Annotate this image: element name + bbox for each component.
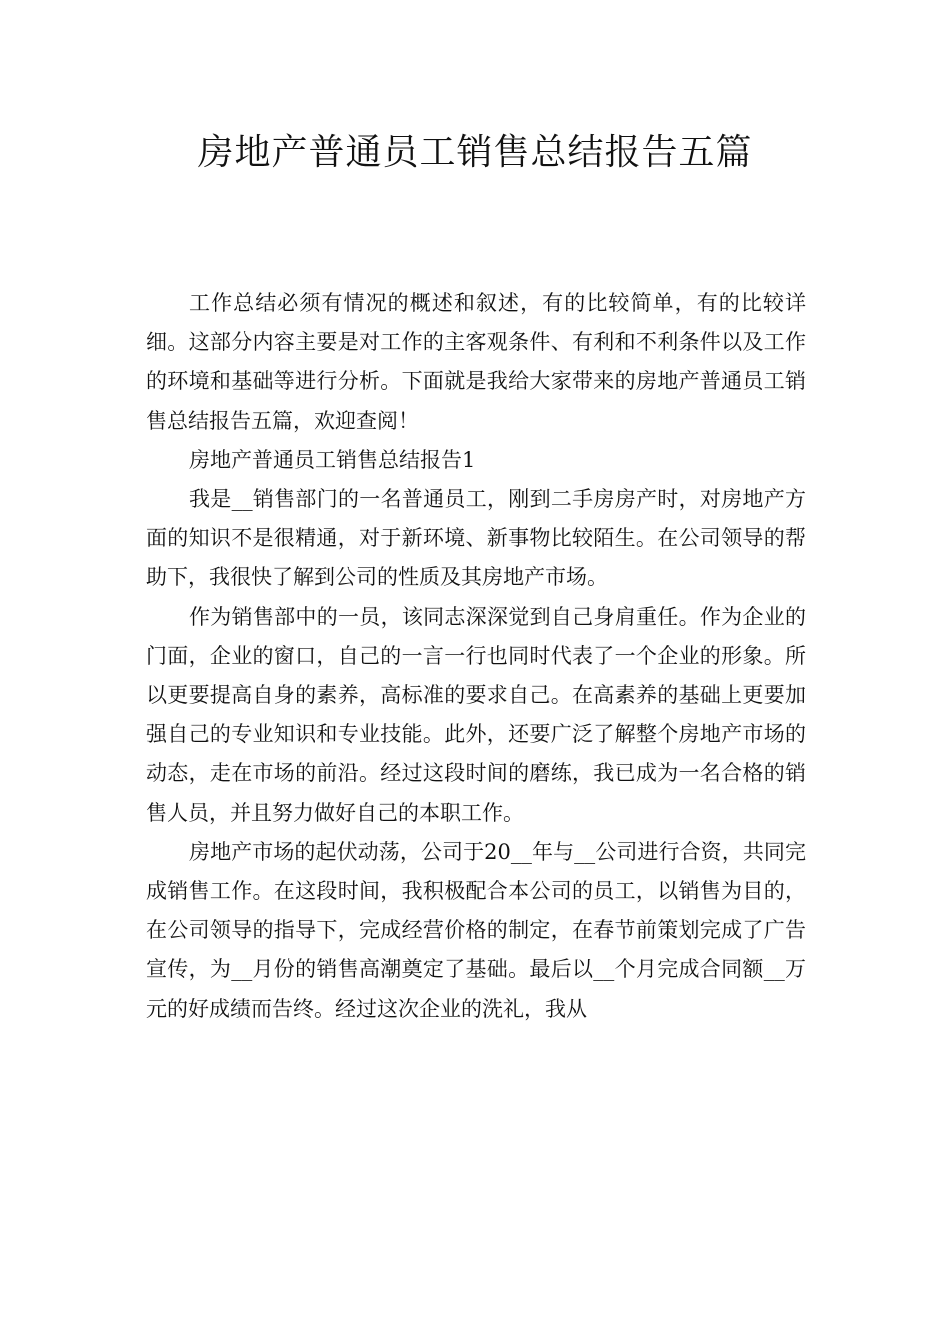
section-heading-report-1: 房地产普通员工销售总结报告1 bbox=[189, 447, 476, 472]
intro-paragraph: 工作总结必须有情况的概述和叙述，有的比较简单，有的比较详细。这部分内容主要是对工作的主客观条件、有利和不利条件以及工作的环境和基础等进行分析。下面就是我给大家带来的房地产普通员工销售总结报告五篇，欢迎查阅！ bbox=[146, 291, 806, 433]
body-paragraph: 我是__销售部门的一名普通员工，刚到二手房房产时，对房地产方面的知识不是很精通，对于新环境、新事物比较陌生。在公司领导的帮助下，我很快了解到公司的性质及其房地产市场。 bbox=[146, 487, 806, 590]
document-body bbox=[146, 284, 806, 1029]
body-paragraph: 作为销售部中的一员，该同志深深觉到自己身肩重任。作为企业的门面，企业的窗口，自己的一言一行也同时代表了一个企业的形象。所以更要提高自身的素养，高标准的要求自己。在高素养的基础上更要加强自己的专业知识和专业技能。此外，还要广泛了解整个房地产市场的动态，走在市场的前沿。经过这段时间的磨练，我已成为一名合格的销售人员，并且努力做好自己的本职工作。 bbox=[146, 604, 806, 825]
body-paragraph: 房地产市场的起伏动荡，公司于20__年与__公司进行合资，共同完成销售工作。在这段时间，我积极配合本公司的员工，以销售为目的，在公司领导的指导下，完成经营价格的制定，在春节前策划完成了广告宣传，为__月份的销售高潮奠定了基础。最后以__个月完成合同额__万元的好成绩而告终。经过这次企业的洗礼，我从 bbox=[146, 839, 806, 1021]
document-title: 房地产普通员工销售总结报告五篇 bbox=[197, 132, 753, 173]
